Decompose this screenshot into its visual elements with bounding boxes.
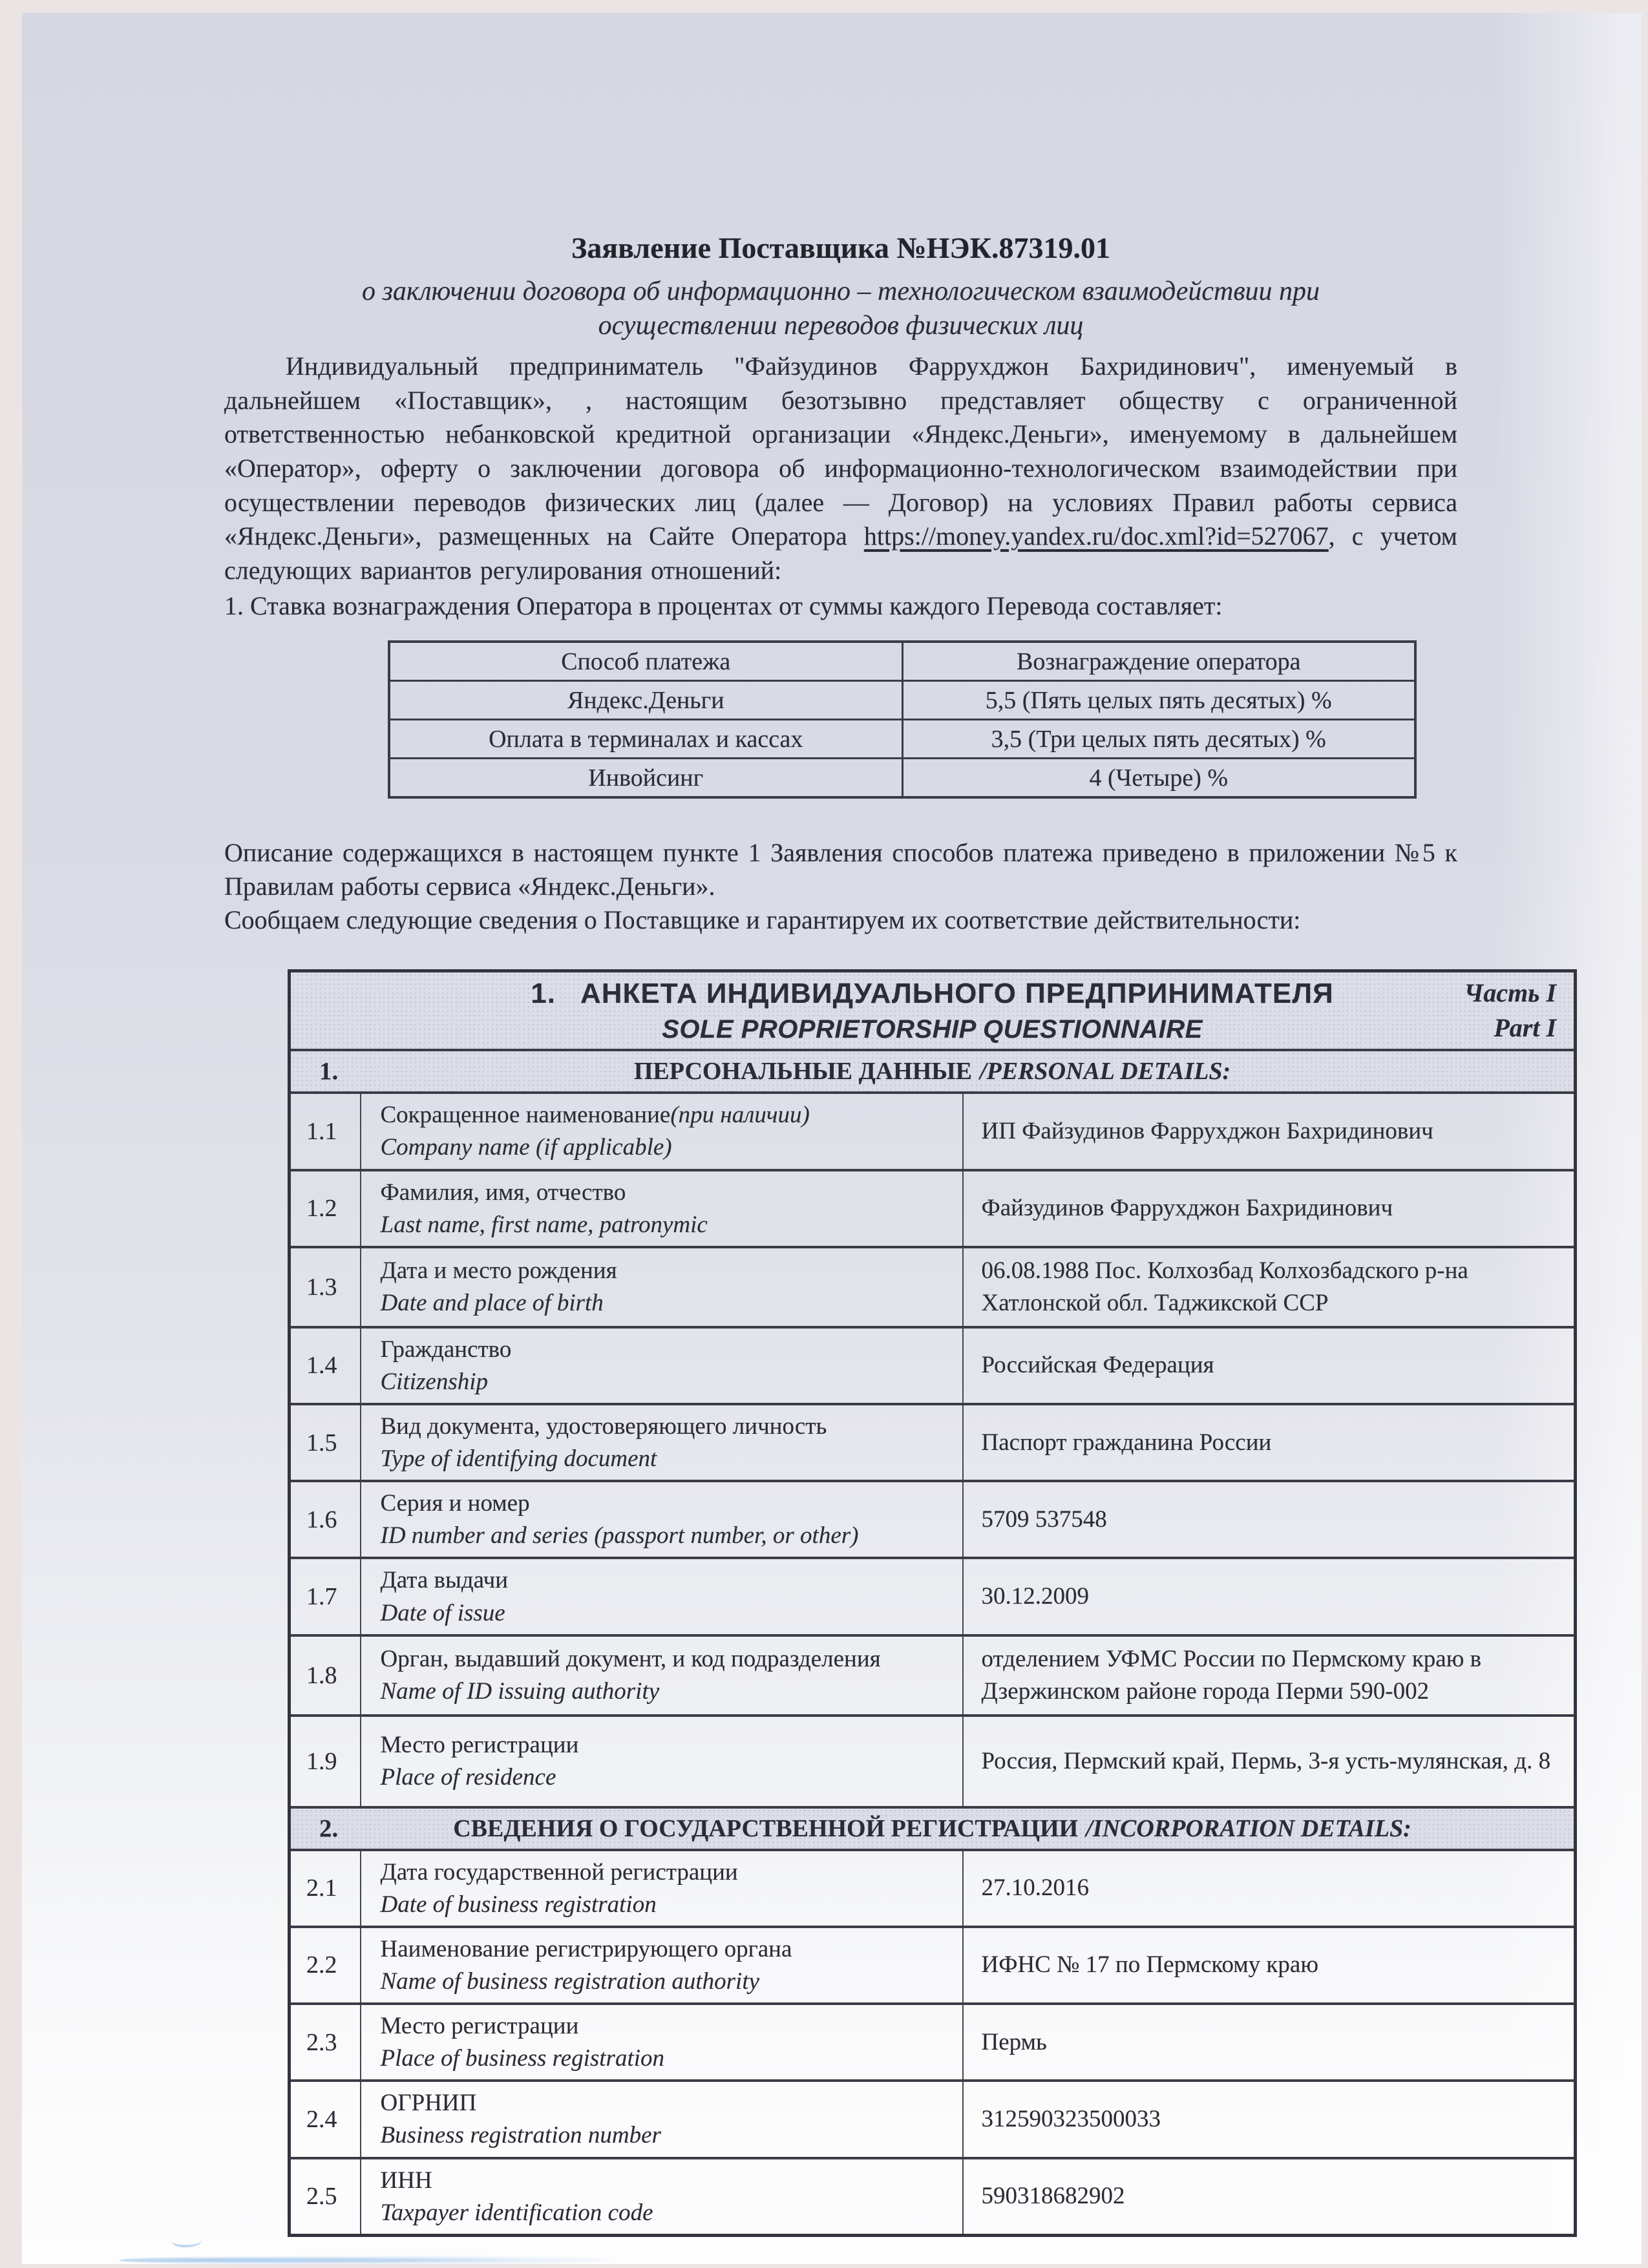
rate-statement: 1. Ставка вознаграждения Оператора в процентах от суммы каждого Перевода составляет: [224,591,1223,621]
row-label-en: ID number and series (passport number, or other) [380,1522,859,1549]
row-number: 2.2 [290,1927,361,2004]
label-ru-note: (при наличии) [670,1102,810,1129]
questionnaire-header-cell [290,971,1576,1051]
row-label [361,1850,963,1927]
row-label-ru: Серия и номер [380,1490,530,1517]
section-title-ru: СВЕДЕНИЯ О ГОСУДАРСТВЕННОЙ РЕГИСТРАЦИИ [453,1814,1079,1842]
operator-site-link[interactable]: https://money.yandex.ru/doc.xml?id=527067 [863,521,1329,551]
row-value: Пермь [963,2004,1576,2081]
row-label [361,1247,963,1327]
row-label-en: Type of identifying document [380,1445,657,1473]
scan-artifact-curl [172,2233,202,2247]
questionnaire-row-1-6 [290,1481,1576,1558]
row-label-ru: Дата государственной регистрации [380,1858,738,1885]
document-title: Заявление Поставщика №НЭК.87319.01 [571,231,1110,264]
questionnaire-title [291,978,1573,1044]
row-label [361,2081,963,2158]
row-label-ru: Наименование регистрирующего органа [380,1935,792,1962]
row-label-en: Company name (if applicable) [380,1134,672,1161]
questionnaire-row-2-4 [290,2081,1576,2158]
fee-value-cell: 4 (Четыре) % [902,759,1415,798]
questionnaire-row-1-4 [290,1327,1576,1404]
part-label-ru: Часть I [1464,978,1557,1008]
row-label-ru: ИНН [380,2167,432,2194]
fee-method-cell: Оплата в терминалах и кассах [389,720,902,759]
questionnaire-row-2-3 [290,2004,1576,2081]
fee-value-cell: 3,5 (Три целых пять десятых) % [902,720,1415,759]
section-title-ru: ПЕРСОНАЛЬНЫЕ ДАННЫЕ [633,1058,972,1086]
fee-table-row [389,759,1415,798]
section-number: 1. [319,1057,339,1086]
fee-value-cell: 5,5 (Пять целых пять десятых) % [902,681,1415,720]
row-value: Паспорт гражданина России [963,1404,1576,1481]
section-title [291,1814,1573,1843]
section-title-en: /PERSONAL DETAILS: [979,1058,1231,1086]
row-label [361,1170,963,1247]
row-number: 1.8 [290,1635,361,1716]
questionnaire-title-ru [291,978,1573,1010]
row-label [361,1327,963,1404]
row-label [361,1927,963,2004]
row-label-ru: Гражданство [380,1336,512,1363]
row-number: 2.4 [290,2081,361,2158]
questionnaire-row-1-3 [290,1247,1576,1327]
scan-artifact-mark [119,2255,610,2265]
questionnaire-row-1-8 [290,1635,1576,1716]
row-number: 1.1 [290,1093,361,1170]
row-label-ru: Орган, выдавший документ, и код подразделения [380,1646,881,1672]
questionnaire-row-2-1 [290,1850,1576,1927]
row-value: Россия, Пермский край, Пермь, 3-я усть-мулянская, д. 8 [963,1716,1576,1807]
questionnaire-row-1-7 [290,1558,1576,1635]
questionnaire-header-row [290,971,1576,1051]
section-header-row [290,1050,1576,1093]
row-number: 1.3 [290,1247,361,1327]
row-value: 312590323500033 [963,2081,1576,2158]
part-label-en: Part I [1494,1013,1557,1043]
row-label-en: Date and place of birth [380,1290,604,1317]
row-label-en: Taxpayer identification code [380,2199,653,2226]
questionnaire-header [291,978,1573,1044]
row-value: 590318682902 [963,2158,1576,2236]
fee-header-reward: Вознаграждение оператора [902,642,1415,681]
fee-method-cell: Яндекс.Деньги [389,681,902,720]
questionnaire-row-2-2 [290,1927,1576,2004]
row-number: 1.4 [290,1327,361,1404]
row-label [361,1635,963,1716]
subtitle-line-1: о заключении договора об информационно – технологическом взаимодействии при [361,276,1320,306]
questionnaire-number: 1. [531,977,556,1009]
row-label-en: Citizenship [380,1368,489,1395]
row-value: ИФНС № 17 по Пермскому краю [963,1927,1576,2004]
description-paragraph: Описание содержащихся в настоящем пункте 1 Заявления способов платежа приведено в приложении №5 к Правилам работы сервиса «Яндекс.Деньги». [224,838,1457,901]
questionnaire-title-ru-text: АНКЕТА ИНДИВИДУАЛЬНОГО ПРЕДПРИНИМАТЕЛЯ [580,977,1334,1009]
questionnaire-row-2-5 [290,2158,1576,2236]
row-value: 30.12.2009 [963,1558,1576,1635]
row-label-ru: Место регистрации [380,2013,579,2040]
section-title [291,1057,1573,1086]
row-label-en: Last name, first name, patronymic [380,1211,708,1238]
questionnaire-row-1-2 [290,1170,1576,1247]
row-value: отделением УФМС России по Пермскому краю в Дзержинском районе города Перми 590-002 [963,1635,1576,1716]
row-label [361,2004,963,2081]
row-label [361,1093,963,1170]
questionnaire-title-en: SOLE PROPRIETORSHIP QUESTIONNAIRE [662,1014,1203,1044]
questionnaire-row-1-5 [290,1404,1576,1481]
row-value: 27.10.2016 [963,1850,1576,1927]
row-value: 06.08.1988 Пос. Колхозбад Колхозбадского р-на Хатлонской обл. Таджикской ССР [963,1247,1576,1327]
intro-text-before-link: Индивидуальный предприниматель "Файзудинов Фаррухджон Бахридинович", именуемый в дальнейшем «Поставщик», , настоящим безотзывно представляет обществу с ограниченной ответственностью небанковской кредитной организации «Яндекс.Деньги», именуемому в дальнейшем «Оператор», оферту о заключении договора об информационно-технологическом взаимодействии при осуществлении переводов физических лиц (далее — Договор) на условиях Правил работы сервиса «Яндекс.Деньги», размещенных на Сайте Оператора [224,352,1457,551]
row-label-ru: Дата и место рождения [380,1257,617,1285]
row-label [361,1716,963,1807]
section-2-header-cell [290,1807,1576,1850]
row-label-en: Place of residence [380,1764,556,1791]
operator-fee-table [388,640,1417,799]
fee-table-header-row [389,642,1415,681]
row-value: 5709 537548 [963,1481,1576,1558]
row-label-ru: ОГРНИП [380,2090,477,2117]
row-label-ru [381,1100,949,1129]
row-label-en: Date of issue [380,1599,505,1626]
questionnaire-row-1-1 [290,1093,1576,1170]
row-number: 1.9 [290,1716,361,1807]
row-label [361,1558,963,1635]
row-label [361,1481,963,1558]
row-number: 2.5 [290,2158,361,2236]
fee-header-method: Способ платежа [389,642,902,681]
assurance-paragraph: Сообщаем следующие сведения о Поставщике и гарантируем их соответствие действительности: [224,905,1301,935]
row-number: 2.1 [290,1850,361,1927]
row-value: Файзудинов Фаррухджон Бахридинович [963,1170,1576,1247]
row-label-en: Business registration number [380,2122,661,2149]
document-subtitle [224,275,1457,344]
row-label-en: Name of business registration authority [380,1968,760,1995]
section-1-header-cell [290,1050,1576,1093]
row-label-ru: Вид документа, удостоверяющего личность [380,1412,827,1440]
document-page [22,13,1642,2264]
section-header-row [290,1807,1576,1850]
row-number: 1.5 [290,1404,361,1481]
fee-method-cell: Инвойсинг [389,759,902,798]
row-label-ru: Место регистрации [380,1731,579,1758]
row-label [361,2158,963,2236]
row-label-ru: Дата выдачи [380,1567,509,1594]
row-label-en: Name of ID issuing authority [380,1678,660,1705]
section-title-en: /INCORPORATION DETAILS: [1086,1814,1411,1842]
row-label-en: Date of business registration [380,1891,657,1918]
fee-table-row [389,681,1415,720]
row-value: Российская Федерация [963,1327,1576,1404]
fee-table-row [389,720,1415,759]
row-number: 1.6 [290,1481,361,1558]
row-value: ИП Файзудинов Фаррухджон Бахридинович [963,1093,1576,1170]
row-number: 2.3 [290,2004,361,2081]
row-number: 1.2 [290,1170,361,1247]
document-content [22,13,1642,2237]
questionnaire-table [288,969,1577,2237]
questionnaire-row-1-9 [290,1716,1576,1807]
row-number: 1.7 [290,1558,361,1635]
label-ru-text: Сокращенное наименование [380,1102,671,1129]
section-number: 2. [319,1814,339,1843]
intro-text-after-link: , с учетом следующих вариантов регулирования отношений: [224,521,1457,585]
row-label-en: Place of business registration [380,2045,665,2072]
intro-paragraph [224,350,1457,587]
row-label [361,1404,963,1481]
row-label-ru: Фамилия, имя, отчество [380,1179,626,1206]
questionnaire-part-label [1464,976,1556,1045]
subtitle-line-2: осуществлении переводов физических лиц [598,310,1084,341]
